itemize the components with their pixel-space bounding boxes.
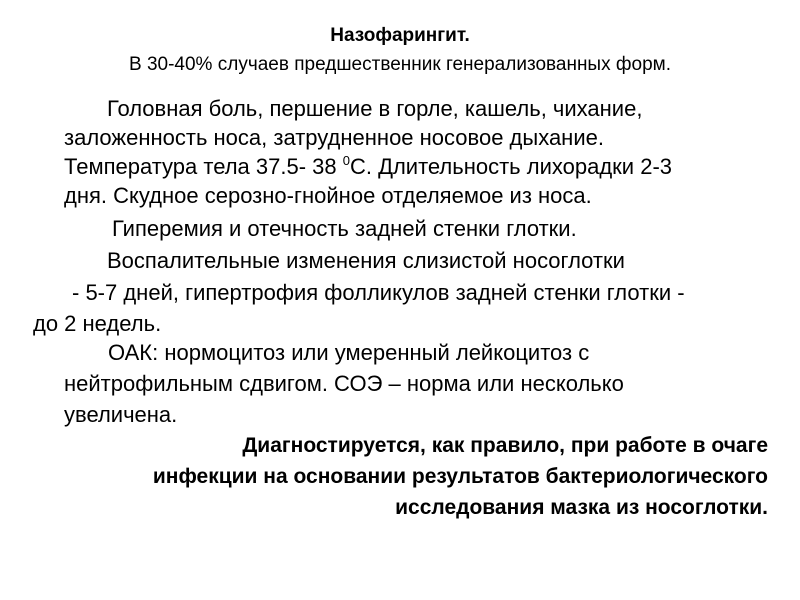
blood-line-1: ОАК: нормоцитоз или умеренный лейкоцитоз с [108, 340, 590, 365]
temperature-line [64, 153, 672, 181]
degree-superscript: 0 [342, 153, 350, 168]
pharynx-line: Гиперемия и отечность задней стенки глотки. [112, 216, 577, 241]
temperature-line-cont: дня. Скудное серозно-гнойное отделяемое из носа. [64, 183, 592, 208]
temperature-suffix: С. Длительность лихорадки 2-3 [349, 154, 673, 179]
blood-line-2: нейтрофильным сдвигом. СОЭ – норма или несколько [64, 371, 624, 396]
diagnosis-line-1: Диагностируется, как правило, при работе в очаге [242, 434, 768, 457]
diagnosis-line-2: инфекции на основании результатов бактериологического [152, 465, 768, 488]
diagnosis-line-3: исследования мазка из носоглотки. [395, 496, 768, 519]
temperature-prefix: Температура тела 37.5- 38 [64, 154, 343, 179]
slide-title: Назофарингит. [330, 25, 470, 46]
blood-line-3: увеличена. [64, 402, 178, 427]
inflammation-line-3: до 2 недель. [33, 311, 162, 336]
symptoms-line-2: заложенность носа, затрудненное носовое дыхание. [64, 125, 604, 150]
slide-subtitle: В 30-40% случаев предшественник генерализованных форм. [129, 54, 671, 75]
symptoms-line-1: Головная боль, першение в горле, кашель, чихание, [107, 96, 643, 121]
inflammation-line-2: - 5-7 дней, гипертрофия фолликулов задней стенки глотки - [72, 280, 685, 305]
inflammation-line-1: Воспалительные изменения слизистой носоглотки [107, 248, 625, 273]
